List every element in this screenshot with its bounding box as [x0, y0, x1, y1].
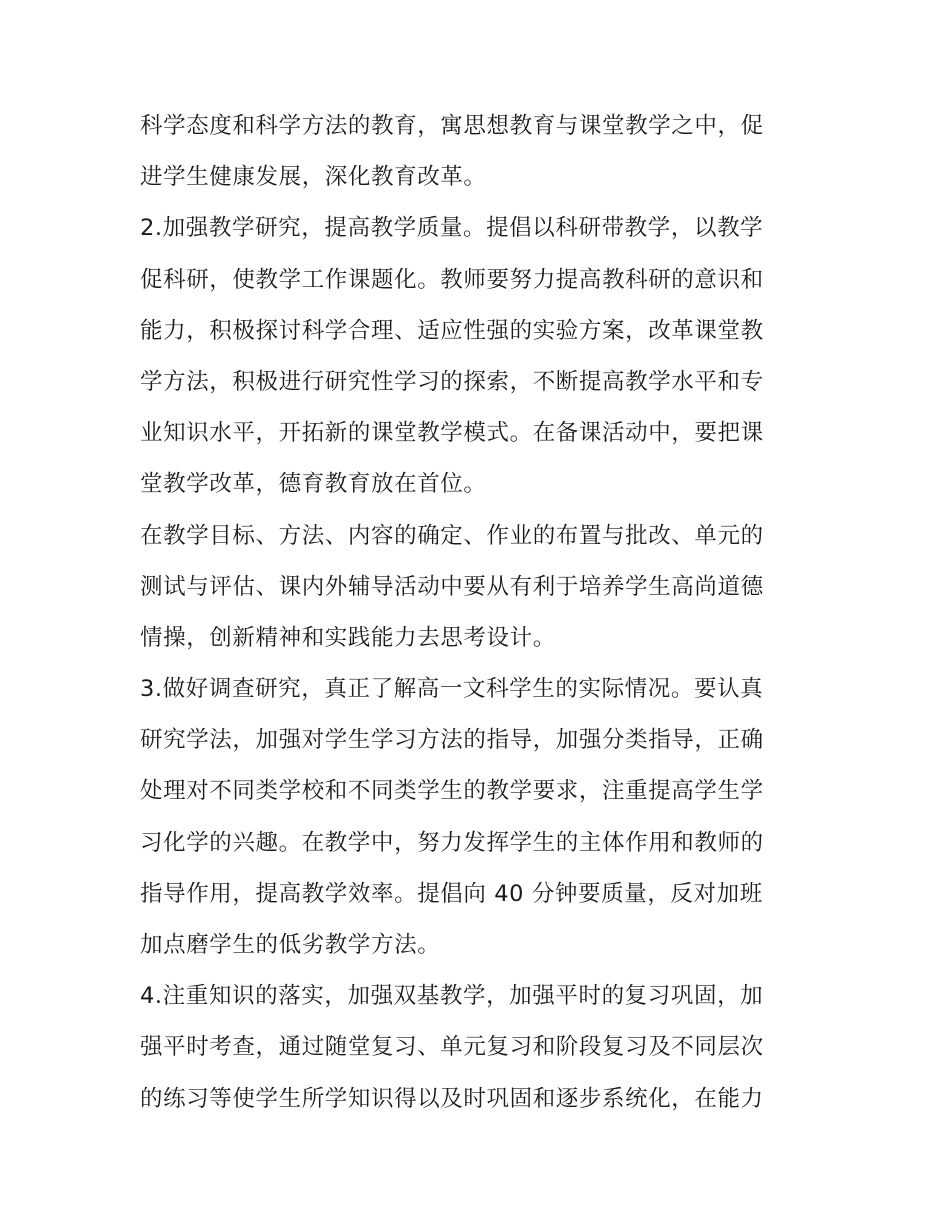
text-line: 加点磨学生的低劣教学方法。 [140, 932, 441, 958]
text-line: 进学生健康发展，深化教育改革。 [140, 164, 487, 191]
text-line: 在教学目标、方法、内容的确定、作业的布置与批改、单元的 [140, 522, 764, 549]
text-line: 习化学的兴趣。在教学中，努力发挥学生的主体作用和教师的 [140, 829, 764, 856]
text-line: 2.加强教学研究，提高教学质量。提倡以科研带教学，以教学 [140, 215, 764, 242]
text-line: 指导作用，提高教学效率。提倡向 40 分钟要质量，反对加班 [140, 880, 763, 907]
text-line: 3.做好调查研究，真正了解高一文科学生的实际情况。要认真 [140, 676, 764, 703]
text-line: 能力，积极探讨科学合理、适应性强的实验方案，改革课堂教 [140, 317, 764, 344]
text-line: 情操，创新精神和实践能力去思考设计。 [140, 624, 556, 651]
text-line: 的练习等使学生所学知识得以及时巩固和逐步系统化，在能力 [140, 1085, 764, 1112]
text-line: 业知识水平，开拓新的课堂教学模式。在备课活动中，要把课 [140, 420, 764, 447]
text-line: 促科研，使教学工作课题化。教师要努力提高教科研的意识和 [140, 266, 764, 293]
text-line: 强平时考查，通过随堂复习、单元复习和阶段复习及不同层次 [140, 1034, 764, 1061]
text-line: 测试与评估、课内外辅导活动中要从有利于培养学生高尚道德 [140, 573, 764, 600]
text-line: 处理对不同类学校和不同类学生的教学要求，注重提高学生学 [140, 778, 764, 805]
text-line: 4.注重知识的落实，加强双基教学，加强平时的复习巩固，加 [140, 983, 764, 1010]
document-body [140, 101, 820, 1125]
text-line: 研究学法，加强对学生学习方法的指导，加强分类指导，正确 [140, 727, 764, 754]
text-line: 学方法，积极进行研究性学习的探索，不断提高教学水平和专 [140, 368, 764, 395]
text-line: 堂教学改革，德育教育放在首位。 [140, 471, 487, 498]
text-line: 科学态度和科学方法的教育，寓思想教育与课堂教学之中，促 [140, 113, 764, 139]
